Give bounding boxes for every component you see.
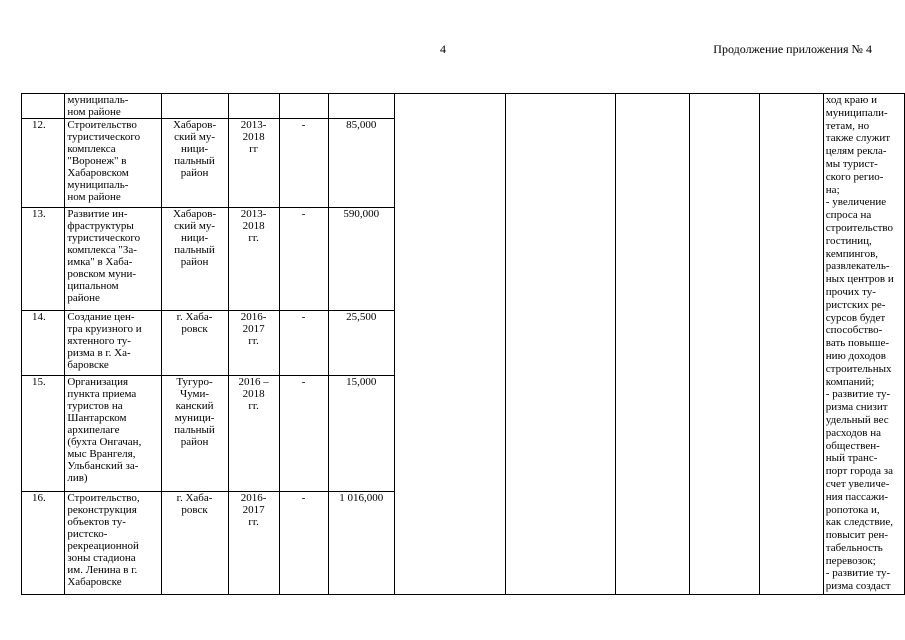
row-number: 15. (22, 376, 65, 492)
empty-cell (759, 94, 823, 595)
budget-dash: - (279, 208, 328, 311)
measure-name: Создание цен- тра круизного и яхтенного ту- ризма в г. Ха- баровске (65, 311, 161, 376)
budget-dash: - (279, 492, 328, 595)
location: Хабаров- ский му- ници- пальный район (161, 208, 228, 311)
amount: 15,000 (328, 376, 394, 492)
location: Тугуро- Чуми- канский муници- пальный район (161, 376, 228, 492)
amount: 590,000 (328, 208, 394, 311)
empty-cell (505, 94, 616, 595)
period: 2013- 2018 гг. (228, 208, 279, 311)
empty-cell (616, 94, 690, 595)
amount: 25,500 (328, 311, 394, 376)
measure-name: муниципаль- ном районе (65, 94, 161, 119)
location: г. Хаба- ровск (161, 311, 228, 376)
amount: 85,000 (328, 119, 394, 208)
measures-table (21, 93, 905, 595)
row-number (22, 94, 65, 119)
amount: 1 016,000 (328, 492, 394, 595)
period: 2016- 2017 гг. (228, 492, 279, 595)
measure-name: Строительство туристического комплекса "Воронеж" в Хабаровском муниципаль- ном районе (65, 119, 161, 208)
period (228, 94, 279, 119)
row-number: 13. (22, 208, 65, 311)
expected-effect: ход краю и муниципали- тетам, но также служит целям рекла- мы турист- ского регио- на; - увеличение спроса на строительство гостиниц, кемпингов, развлекатель- ных центров и прочих ту- ристских ре- сурсов будет способство- вать повыше- нию доходов строительных компаний; - развитие ту- ризма снизит удельный вес расходов на обществен- ный транс- порт города за счет увеличе- ния пассажи- ропотока и, как следствие, повысит рен- табельность перевозок; - развитие ту- ризма создаст (823, 94, 904, 595)
amount (328, 94, 394, 119)
location (161, 94, 228, 119)
budget-dash: - (279, 119, 328, 208)
empty-cell (690, 94, 760, 595)
period: 2013- 2018 гг (228, 119, 279, 208)
period: 2016- 2017 гг. (228, 311, 279, 376)
location: Хабаров- ский му- ници- пальный район (161, 119, 228, 208)
measure-name: Развитие ин- фраструктуры туристического комплекса "За- имка" в Хаба- ровском муни- ципальном районе (65, 208, 161, 311)
empty-cell (395, 94, 506, 595)
budget-dash (279, 94, 328, 119)
measure-name: Организация пункта приема туристов на Шантарском архипелаге (бухта Онгачан, мыс Врангеля, Ульбанский за- лив) (65, 376, 161, 492)
measure-name: Строительство, реконструкция объектов ту- ристско- рекреационной зоны стадиона им. Ленина в г. Хабаровске (65, 492, 161, 595)
location: г. Хаба- ровск (161, 492, 228, 595)
budget-dash: - (279, 376, 328, 492)
row-number: 12. (22, 119, 65, 208)
appendix-title: Продолжение приложения № 4 (713, 42, 872, 56)
row-number: 16. (22, 492, 65, 595)
table-row (22, 94, 905, 119)
row-number: 14. (22, 311, 65, 376)
page-number: 4 (440, 42, 446, 56)
budget-dash: - (279, 311, 328, 376)
period: 2016 – 2018 гг. (228, 376, 279, 492)
